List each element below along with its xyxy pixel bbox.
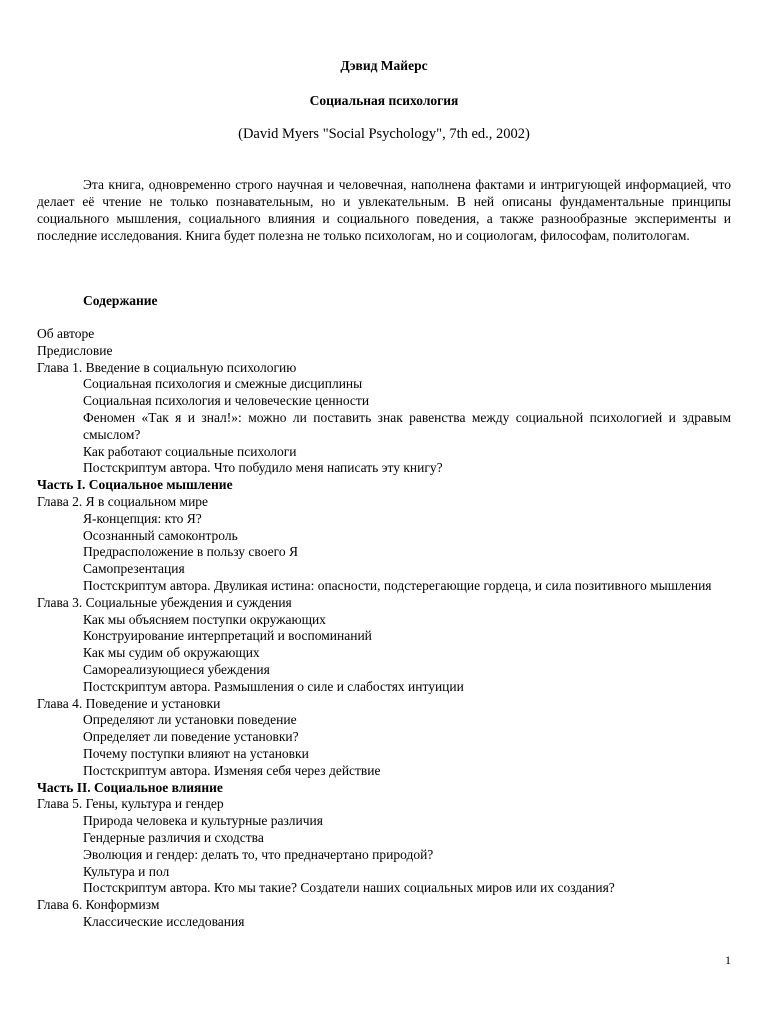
toc-chapter: Предисловие	[37, 342, 113, 358]
toc-chapter: Об авторе	[37, 326, 95, 341]
toc-part: Часть II. Социальное влияние	[37, 779, 223, 795]
toc-part: Часть I. Социальное мышление	[37, 477, 233, 493]
toc-section: Самопрезентация	[83, 561, 185, 577]
toc-chapter: Глава 6. Конформизм	[37, 897, 160, 913]
original-title: (David Myers "Social Psychology", 7th ed., 2002)	[238, 126, 530, 142]
toc-section: Постскриптум автора. Двуликая истина: опасности, подстерегающие гордеца, и сила позитивного мышления	[83, 577, 712, 593]
book-title: Социальная психология	[309, 93, 459, 108]
page-number: 1	[725, 953, 731, 967]
toc-section: Определяют ли установки поведение	[83, 712, 297, 728]
toc-section: Гендерные различия и сходства	[83, 829, 264, 845]
toc-section: Постскриптум автора. Кто мы такие? Создатели наших социальных миров или их создания?	[83, 880, 615, 896]
toc-section: Я-концепция: кто Я?	[83, 510, 202, 526]
toc-section: Предрасположение в пользу своего Я	[83, 544, 298, 560]
toc-section: Самореализующиеся убеждения	[83, 661, 270, 677]
toc-section: Осознанный самоконтроль	[83, 527, 238, 543]
toc-section: Феномен «Так я и знал!»: можно ли поставить знак равенства между социальной психологией и здравым смыслом?	[83, 409, 731, 442]
toc-chapter: Глава 3. Социальные убеждения и суждения	[37, 594, 292, 610]
toc-section: Как мы объясняем поступки окружающих	[83, 611, 326, 627]
table-of-contents	[37, 326, 731, 931]
toc-section: Конструирование интерпретаций и воспоминаний	[83, 628, 372, 644]
toc-section: Постскриптум автора. Что побудило меня написать эту книгу?	[83, 460, 443, 476]
toc-section: Определяет ли поведение установки?	[83, 729, 299, 745]
toc-section: Постскриптум автора. Изменяя себя через действие	[83, 762, 381, 778]
toc-section: Культура и пол	[83, 863, 170, 879]
toc-section: Как работают социальные психологи	[83, 443, 297, 459]
toc-section: Классические исследования	[83, 913, 245, 929]
toc-section: Постскриптум автора. Размышления о силе и слабостях интуиции	[83, 678, 464, 694]
toc-section: Как мы судим об окружающих	[83, 645, 260, 661]
toc-chapter: Глава 5. Гены, культура и гендер	[37, 796, 224, 812]
toc-chapter: Глава 4. Поведение и установки	[37, 695, 221, 711]
toc-chapter: Глава 2. Я в социальном мире	[37, 493, 209, 509]
book-abstract: Эта книга, одновременно строго научная и человечная, наполнена фактами и интригующей информацией, что делает её чтение не только познавательным, но и увлекательным. В ней описаны фундаментальные принципы социального мышления, социального влияния и социального поведения, а также разнообразные эксперименты и последние исследования. Книга будет полезна не только психологам, но и социологам, философам, политологам.	[37, 177, 731, 243]
toc-section: Природа человека и культурные различия	[83, 813, 323, 829]
toc-section: Социальная психология и человеческие ценности	[83, 393, 370, 409]
book-author: Дэвид Майерс	[340, 58, 428, 73]
contents-heading: Содержание	[83, 293, 158, 308]
toc-section: Эволюция и гендер: делать то, что предначертано природой?	[83, 846, 434, 862]
toc-section: Почему поступки влияют на установки	[83, 745, 309, 761]
toc-chapter: Глава 1. Введение в социальную психологию	[37, 359, 297, 375]
toc-section: Социальная психология и смежные дисциплины	[83, 376, 363, 392]
